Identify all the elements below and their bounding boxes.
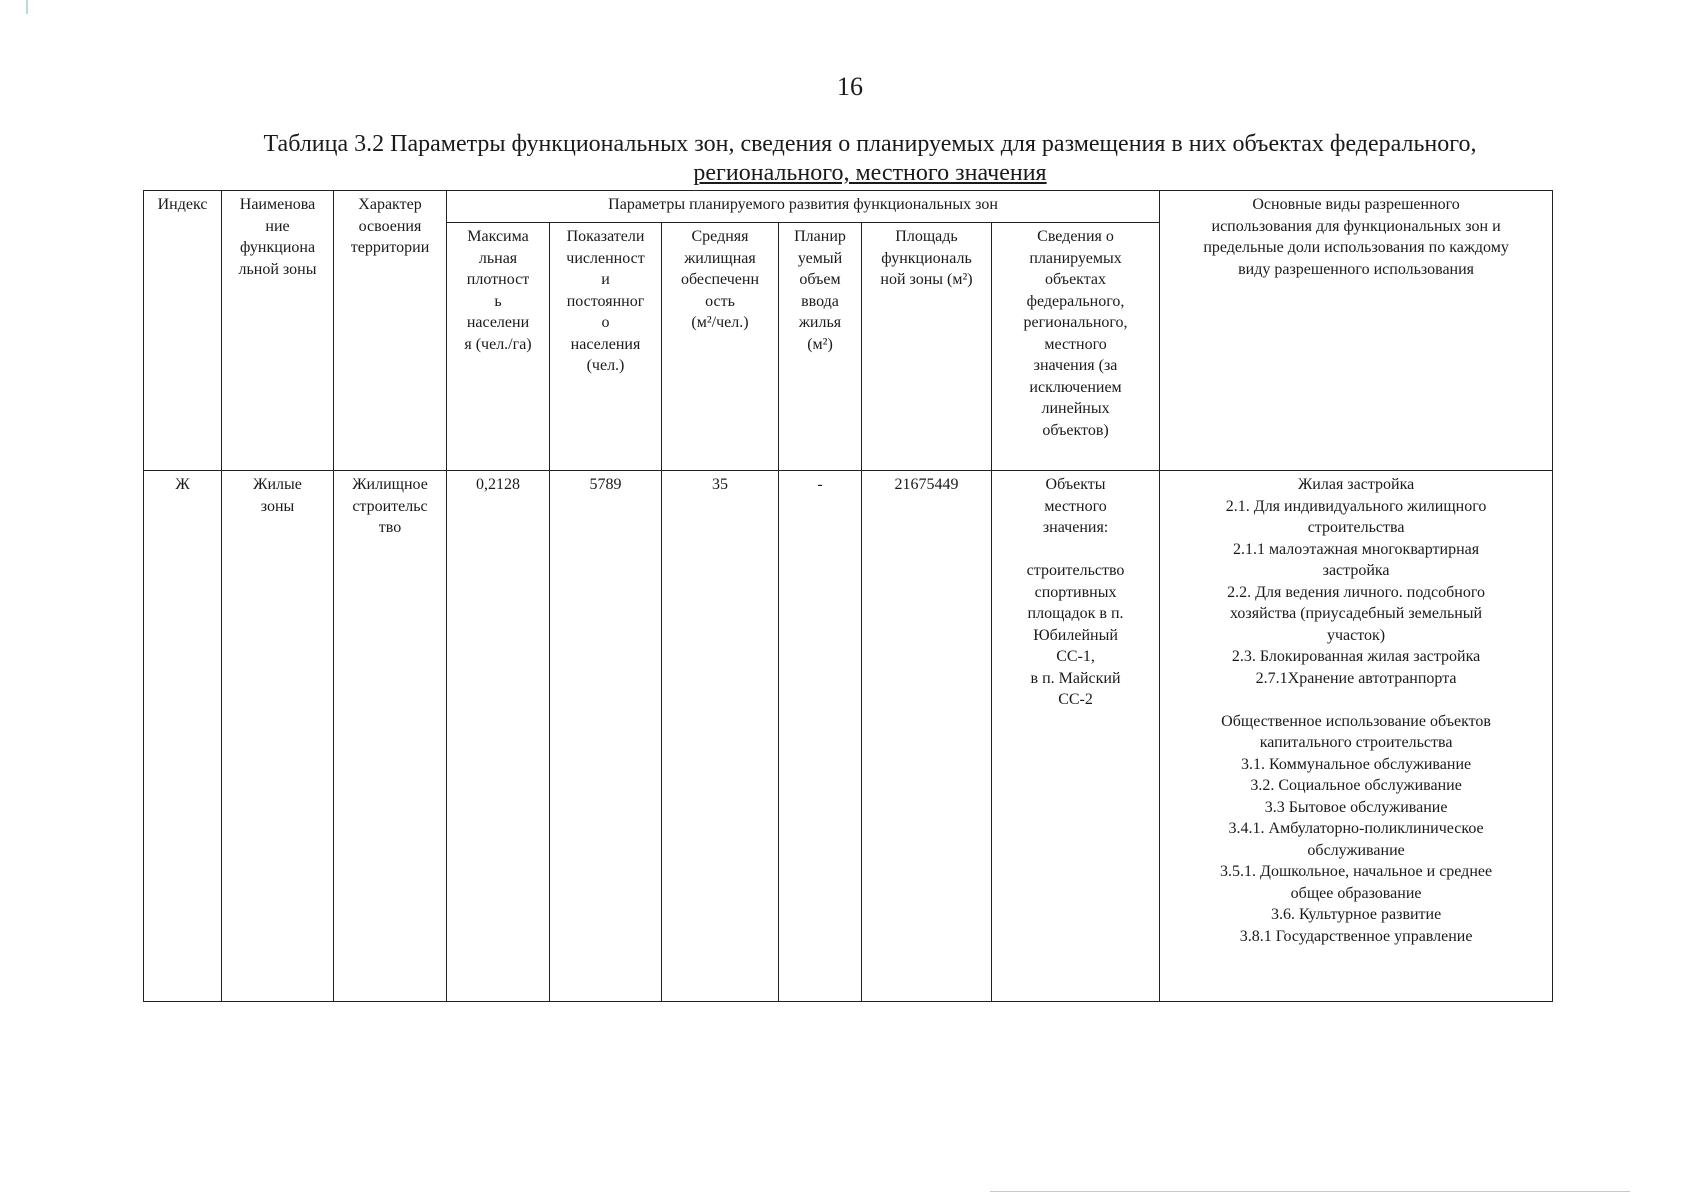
header-zone-name: Наименова ние функциона льной зоны [222,191,334,471]
page-number: 16 [837,72,863,101]
header-index: Индекс [144,191,222,471]
table-title [200,130,1540,188]
table-header-row [144,191,1553,223]
scan-artifact-mark [26,0,28,14]
cell-population: 5789 [550,471,662,1002]
cell-housing-provision: 35 [662,471,779,1002]
cell-territory-type: Жилищное строительс тво [334,471,447,1002]
table-row [144,471,1553,1002]
cell-max-density: 0,2128 [447,471,550,1002]
functional-zones-table [143,190,1553,1002]
cell-zone-name: Жилые зоны [222,471,334,1002]
header-territory-type: Характер освоения территории [334,191,447,471]
header-zone-area: Площадь функциональ ной зоны (м²) [862,223,992,471]
header-housing-volume: Планир уемый объем ввода жилья (м²) [779,223,862,471]
cell-allowed-uses: Жилая застройка 2.1. Для индивидуального жилищного строительства 2.1.1 малоэтажная многоквартирная застройка 2.2. Для ведения личного. подсобного хозяйства (приусадебный земельный участок) 2.3. Блокированная жилая застройка 2.7.1Хранение автотранпорта Общественное использование объектов капитального строительства 3.1. Коммунальное обслуживание 3.2. Социальное обслуживание 3.3 Бытовое обслуживание 3.4.1. Амбулаторно-поликлиническое обслуживание 3.5.1. Дошкольное, начальное и среднее общее образование 3.6. Культурное развитие 3.8.1 Государственное управление [1160,471,1553,1002]
header-max-density: Максима льная плотност ь населени я (чел./га) [447,223,550,471]
header-objects-info: Сведения о планируемых объектах федерального, регионального, местного значения (за исключением линейных объектов) [992,223,1160,471]
table-title-line2: регионального, местного значения [693,160,1047,186]
cell-zone-area: 21675449 [862,471,992,1002]
header-housing-provision: Средняя жилищная обеспеченн ость (м²/чел.) [662,223,779,471]
cell-index: Ж [144,471,222,1002]
cell-objects-info: Объекты местного значения: строительство спортивных площадок в п. Юбилейный СС-1, в п. Майский СС-2 [992,471,1160,1002]
scan-artifact-line [990,1191,1630,1192]
header-allowed-uses: Основные виды разрешенного использования для функциональных зон и предельные доли использования по каждому виду разрешенного использования [1160,191,1553,471]
cell-housing-volume: - [779,471,862,1002]
table-title-line1: Таблица 3.2 Параметры функциональных зон, сведения о планируемых для размещения в них объектах федерального, [263,131,1477,157]
header-population: Показатели численност и постоянног о населения (чел.) [550,223,662,471]
header-params-group: Параметры планируемого развития функциональных зон [447,191,1160,223]
